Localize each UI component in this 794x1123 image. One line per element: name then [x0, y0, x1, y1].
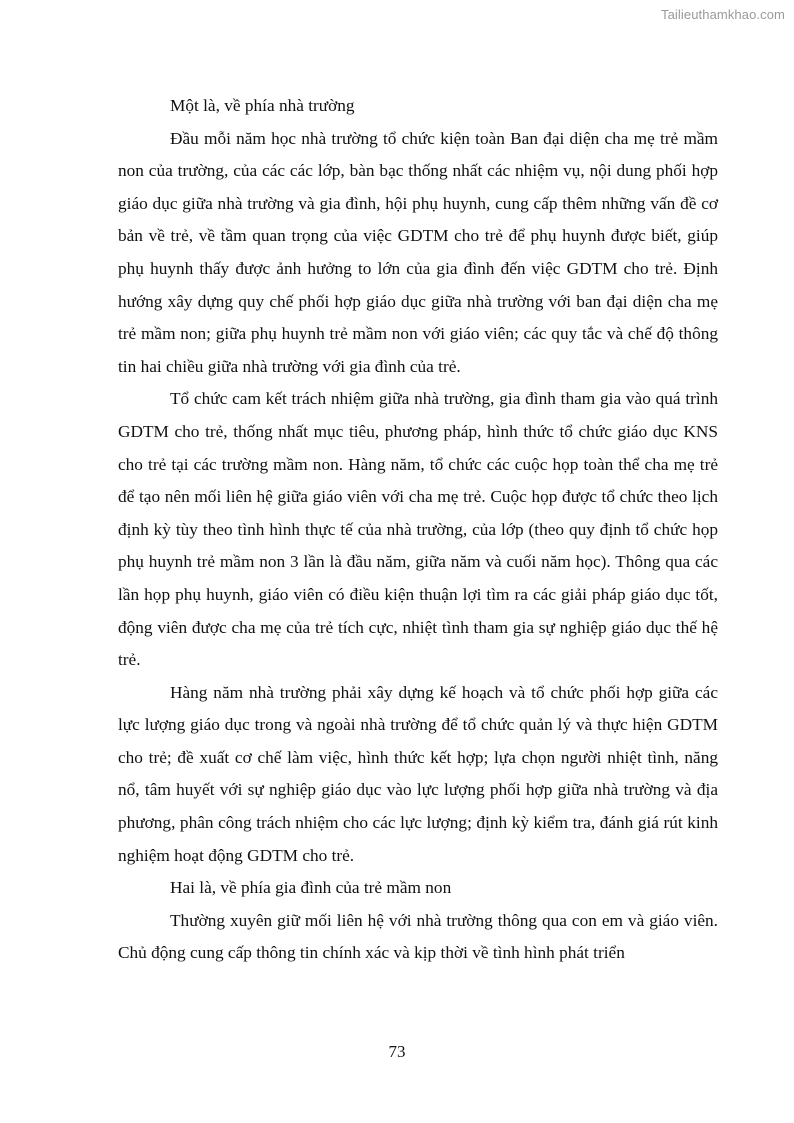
page-number: 73 [388, 1042, 406, 1061]
watermark-text: Tailieuthamkhao.com [660, 7, 785, 22]
section-heading-family: Hai là, về phía gia đình của trẻ mầm non [170, 878, 452, 898]
section-heading-school: Một là, về phía nhà trường [170, 96, 355, 115]
paragraph: Đầu mỗi năm học nhà trường tổ chức kiện toàn Ban đại diện cha mẹ trẻ mầm non của trường, của các các lớp, bàn bạc thống nhất các nhiệm vụ, nội dung phối hợp giáo dục giữa nhà trường và gia đình, hội phụ huynh, cung cấp thêm những vấn đề cơ bản về trẻ, về tầm quan trọng của việc GDTM cho trẻ để phụ huynh được biết, giúp phụ huynh thấy được ảnh hưởng to lớn của gia đình đến việc GDTM cho trẻ. Định hướng xây dựng quy chế phối hợp giáo dục giữa nhà trường với ban đại diện cha mẹ trẻ mầm non; giữa phụ huynh trẻ mầm non với giáo viên; các quy tắc và chế độ thông tin hai chiều giữa nhà trường với gia đình của trẻ. [118, 128, 718, 376]
paragraph: Tổ chức cam kết trách nhiệm giữa nhà trường, gia đình tham gia vào quá trình GDTM cho trẻ, thống nhất mục tiêu, phương pháp, hình thức tổ chức giáo dục KNS cho trẻ tại các trường mầm non. Hàng năm, tổ chức các cuộc họp toàn thể cha mẹ trẻ để tạo nên mối liên hệ giữa giáo viên với cha mẹ trẻ. Cuộc họp được tổ chức theo lịch định kỳ tùy theo tình hình thực tế của nhà trường, của lớp (theo quy định tổ chức họp phụ huynh trẻ mầm non 3 lần là đầu năm, giữa năm và cuối năm học). Thông qua các lần họp phụ huynh, giáo viên có điều kiện thuận lợi tìm ra các giải pháp giáo dục tốt, động viên được cha mẹ của trẻ tích cực, nhiệt tình tham gia sự nghiệp giáo dục thế hệ trẻ. [118, 389, 718, 670]
document-body [118, 90, 718, 970]
paragraph: Hàng năm nhà trường phải xây dựng kế hoạch và tổ chức phối hợp giữa các lực lượng giáo dục trong và ngoài nhà trường để tổ chức quản lý và thực hiện GDTM cho trẻ; đề xuất cơ chế làm việc, hình thức kết hợp; lựa chọn người nhiệt tình, năng nổ, tâm huyết với sự nghiệp giáo dục vào lực lượng phối hợp giữa nhà trường và địa phương, phân công trách nhiệm cho các lực lượng; định kỳ kiểm tra, đánh giá rút kinh nghiệm hoạt động GDTM cho trẻ. [118, 682, 718, 865]
paragraph: Thường xuyên giữ mối liên hệ với nhà trường thông qua con em và giáo viên. Chủ động cung cấp thông tin chính xác và kịp thời về tình hình phát triển [118, 910, 718, 963]
